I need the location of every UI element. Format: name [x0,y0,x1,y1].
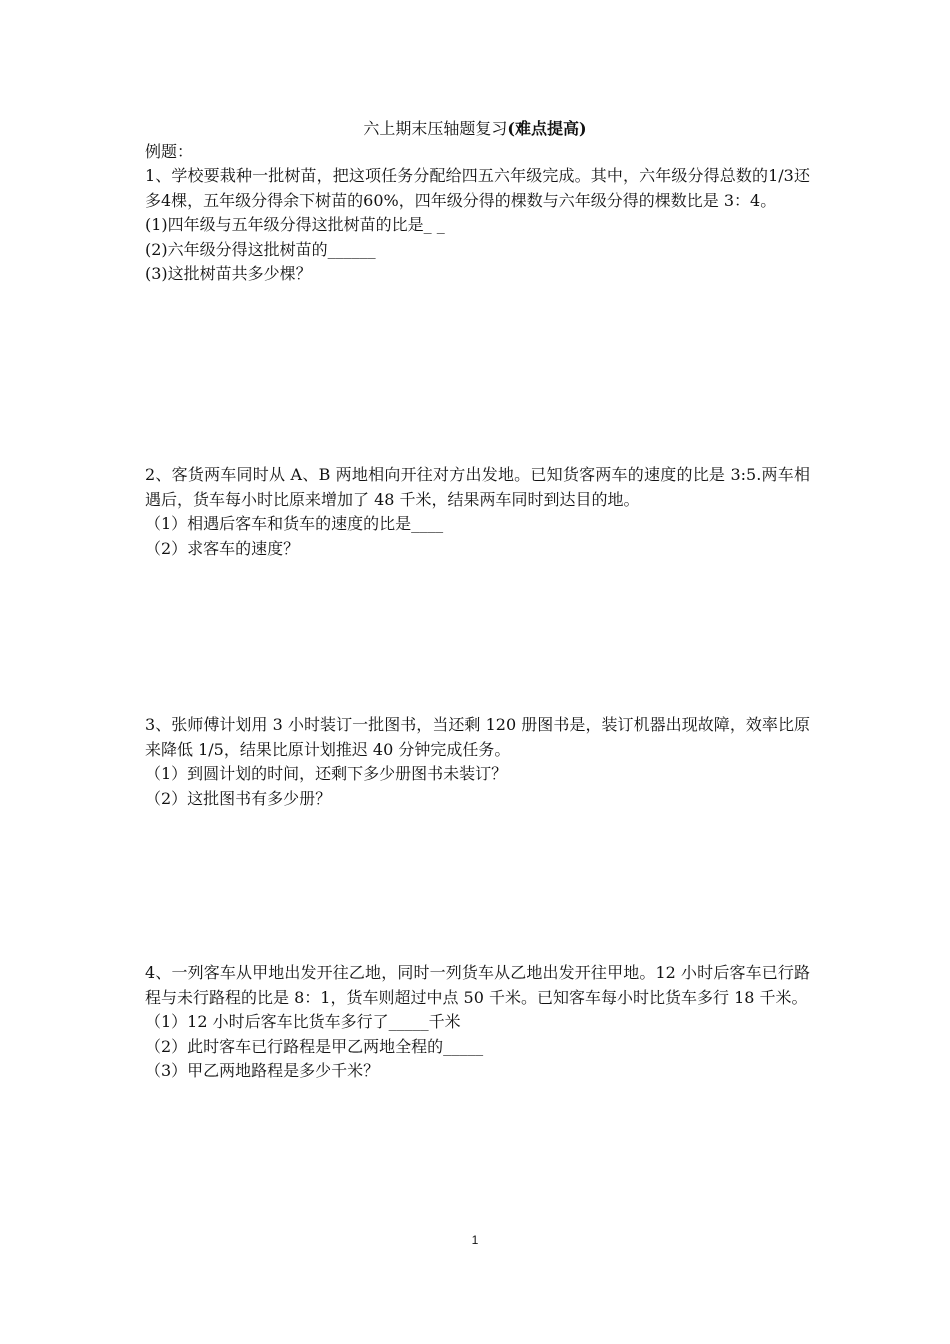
problem-2 [145,463,810,561]
problem-1 [145,164,810,287]
problem-1-question-3: (3)这批树苗共多少棵？ [145,264,312,283]
problem-1-question-2: (2)六年级分得这批树苗的______ [145,239,376,259]
page-number: 1 [471,1233,479,1247]
problem-4 [145,961,810,1084]
problem-4-question-1: （1）12 小时后客车比货车多行了_____千米 [145,1012,461,1031]
problem-1-text: 1、学校要栽种一批树苗，把这项任务分配给四五六年级完成。其中，六年级分得总数的1/3还多4棵，五年级分得余下树苗的60%，四年级分得的棵数与六年级分得的棵数比是 3：4。 [145,166,810,210]
problem-2-question-2: （2）求客车的速度？ [145,538,300,558]
problem-4-text: 4、一列客车从甲地出发开往乙地，同时一列货车从乙地出发开往甲地。12 小时后客车已行路程与未行路程的比是 8：1，货车则超过中点 50 千米。已知客车每小时比货车多行 18 千米。 [145,963,810,1007]
problem-4-question-3: （3）甲乙两地路程是多少千米？ [145,1061,380,1080]
page-title [0,118,950,140]
problem-1-question-1: (1)四年级与五年级分得这批树苗的比是_ _ [145,215,445,234]
problem-4-question-2: （2）此时客车已行路程是甲乙两地全程的_____ [145,1036,484,1056]
intro-block [145,140,810,165]
title-suffix: (难点提高) [507,119,587,138]
intro-label: 例题： [145,142,194,161]
problem-3-text: 3、张师傅计划用 3 小时装订一批图书，当还剩 120 册图书是，装订机器出现故障，效率比原来降低 1/5，结果比原计划推迟 40 分钟完成任务。 [145,715,810,759]
problem-2-text: 2、客货两车同时从 A、B 两地相向开往对方出发地。已知货客两车的速度的比是 3:5.两车相遇后，货车每小时比原来增加了 48 千米，结果两车同时到达目的地。 [145,465,810,509]
problem-3-question-1: （1）到圆计划的时间，还剩下多少册图书未装订？ [145,764,508,783]
problem-2-question-1: （1）相遇后客车和货车的速度的比是____ [145,514,444,533]
title-main: 六上期末压轴题复习 [363,119,508,138]
problem-3-question-2: （2）这批图书有多少册？ [145,788,332,808]
problem-3 [145,713,810,811]
